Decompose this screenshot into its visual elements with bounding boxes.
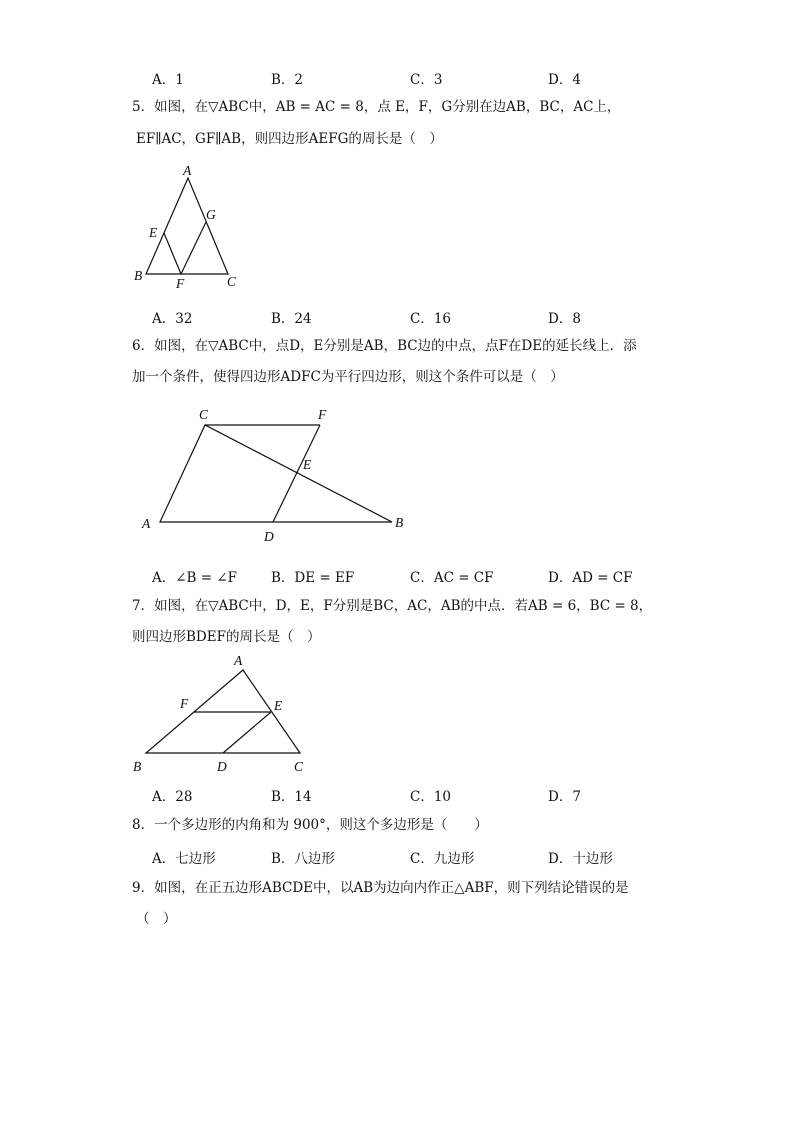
q5-text-line1: 5．如图，在▽ABC中，AB = AC = 8，点 E，F，G分别在边AB，BC，AC上， [132, 99, 621, 115]
q4-option-c: C．3 [410, 72, 443, 88]
q6-label-e: E [303, 457, 312, 472]
q8-option-c: C．九边形 [410, 851, 475, 867]
q9-text-line2: （ ） [136, 911, 177, 927]
q4-option-a: A．1 [152, 72, 184, 88]
q5-label-f: F [176, 276, 185, 291]
q4-option-b: B．2 [271, 72, 304, 88]
q7-label-f: F [180, 696, 189, 711]
q7-text-line2: 则四边形BDEF的周长是（ ） [132, 629, 321, 645]
q6-option-b: B．DE = EF [271, 570, 355, 586]
q8-text-line1: 8．一个多边形的内角和为 900°，则这个多边形是（ ） [132, 817, 488, 833]
q7-label-a: A [234, 653, 243, 668]
q9-text-line1: 9．如图，在正五边形ABCDE中，以AB为边向内作正△ABF，则下列结论错误的是 [132, 880, 629, 896]
q6-label-b: B [395, 515, 404, 530]
q8-option-d: D．十边形 [548, 851, 613, 867]
q6-label-d: D [264, 529, 274, 544]
q5-option-c: C．16 [410, 311, 452, 327]
q5-label-b: B [134, 268, 143, 283]
q5-option-a: A．32 [152, 311, 193, 327]
q7-segment-ed [223, 712, 271, 753]
q7-option-a: A．28 [152, 789, 193, 805]
q6-option-a: A．∠B = ∠F [152, 570, 238, 586]
q6-option-c: C．AC = CF [410, 570, 494, 586]
q7-option-d: D．7 [548, 789, 581, 805]
q7-label-c: C [294, 759, 304, 774]
q5-text-line2: EF∥AC，GF∥AB，则四边形AEFG的周长是（ ） [136, 131, 443, 147]
q7-text-line1: 7．如图，在▽ABC中，D，E，F分别是BC，AC，AB的中点．若AB = 6，BC = 8， [132, 598, 653, 614]
q5-option-b: B．24 [271, 311, 312, 327]
q4-option-d: D．4 [548, 72, 581, 88]
q5-label-a: A [183, 163, 192, 178]
q5-label-c: C [227, 274, 237, 289]
q6-option-d: D．AD = CF [548, 570, 633, 586]
q7-label-b: B [133, 759, 142, 774]
q5-label-e: E [149, 225, 158, 240]
q8-option-b: B．八边形 [271, 851, 335, 867]
q5-label-g: G [206, 207, 216, 222]
q7-option-b: B．14 [271, 789, 312, 805]
q6-label-f: F [318, 407, 327, 422]
q7-label-e: E [274, 698, 283, 713]
q6-label-c: C [199, 407, 209, 422]
q8-option-a: A．七边形 [152, 851, 216, 867]
q7-label-d: D [217, 759, 227, 774]
q7-option-c: C．10 [410, 789, 452, 805]
q6-text-line1: 6．如图，在▽ABC中，点D，E分别是AB，BC边的中点，点F在DE的延长线上．添 [132, 338, 637, 354]
q6-label-a: A [142, 516, 151, 531]
q6-text-line2: 加一个条件，使得四边形ADFC为平行四边形，则这个条件可以是（ ） [132, 369, 564, 385]
q5-option-d: D．8 [548, 311, 581, 327]
